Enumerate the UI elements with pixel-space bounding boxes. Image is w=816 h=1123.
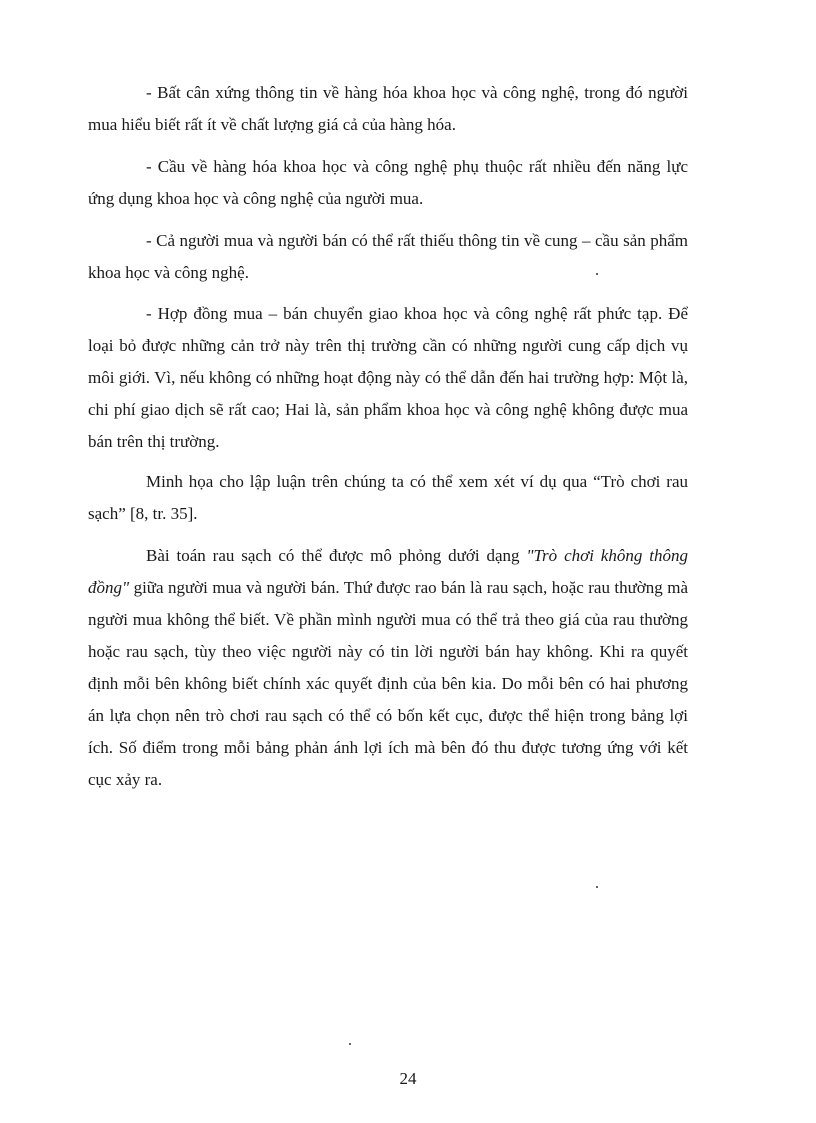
paragraph-text: - Hợp đồng mua – bán chuyển giao khoa học và công nghệ rất phức tạp. Để loại bỏ được những cản trở này trên thị trường cần có những người cung cấp dịch vụ môi giới. Vì, nếu không có những hoạt động này có thể dẫn đến hai trường hợp: Một là, chi phí giao dịch sẽ rất cao; Hai là, sản phẩm khoa học và công nghệ không được mua bán trên thị trường.	[88, 304, 688, 451]
page-number: 24	[399, 1069, 417, 1088]
paragraph-illustration	[88, 466, 688, 530]
scan-speck	[596, 886, 598, 888]
paragraph-text: Minh họa cho lập luận trên chúng ta có thể xem xét ví dụ qua “Trò chơi rau sạch” [8, tr. 35].	[88, 472, 688, 523]
paragraph-demand-capacity	[88, 151, 688, 215]
paragraph-information-asymmetry	[88, 77, 688, 141]
paragraph-clean-vegetable-game	[88, 540, 688, 796]
scan-speck	[349, 1043, 351, 1045]
paragraph-text: Bài toán rau sạch có thể được mô phỏng dưới dạng	[146, 546, 527, 565]
paragraph-text: - Cả người mua và người bán có thể rất thiếu thông tin về cung – cầu sản phẩm khoa học và công nghệ.	[88, 231, 688, 282]
paragraph-text: - Bất cân xứng thông tin về hàng hóa khoa học và công nghệ, trong đó người mua hiểu biết rất ít về chất lượng giá cả của hàng hóa.	[88, 83, 688, 134]
scan-speck	[596, 273, 598, 275]
paragraph-lack-of-information	[88, 225, 688, 289]
paragraph-text: giữa người mua và người bán. Thứ được rao bán là rau sạch, hoặc rau thường mà người mua không thể biết. Về phần mình người mua có thể trả theo giá của rau thường hoặc rau sạch, tùy theo việc người này có tin lời người bán hay không. Khi ra quyết định mỗi bên không biết chính xác quyết định của bên kia. Do mỗi bên có hai phương án lựa chọn nên trò chơi rau sạch có thể có bốn kết cục, được thể hiện trong bảng lợi ích. Số điểm trong mỗi bảng phản ánh lợi ích mà bên đó thu được tương ứng với kết cục xảy ra.	[88, 578, 688, 789]
paragraph-italic-text: "Trò chơi không thông đồng"	[88, 546, 688, 597]
paragraph-transfer-contract	[88, 298, 688, 458]
paragraph-text: - Cầu về hàng hóa khoa học và công nghệ phụ thuộc rất nhiều đến năng lực ứng dụng khoa học và công nghệ của người mua.	[88, 157, 688, 208]
